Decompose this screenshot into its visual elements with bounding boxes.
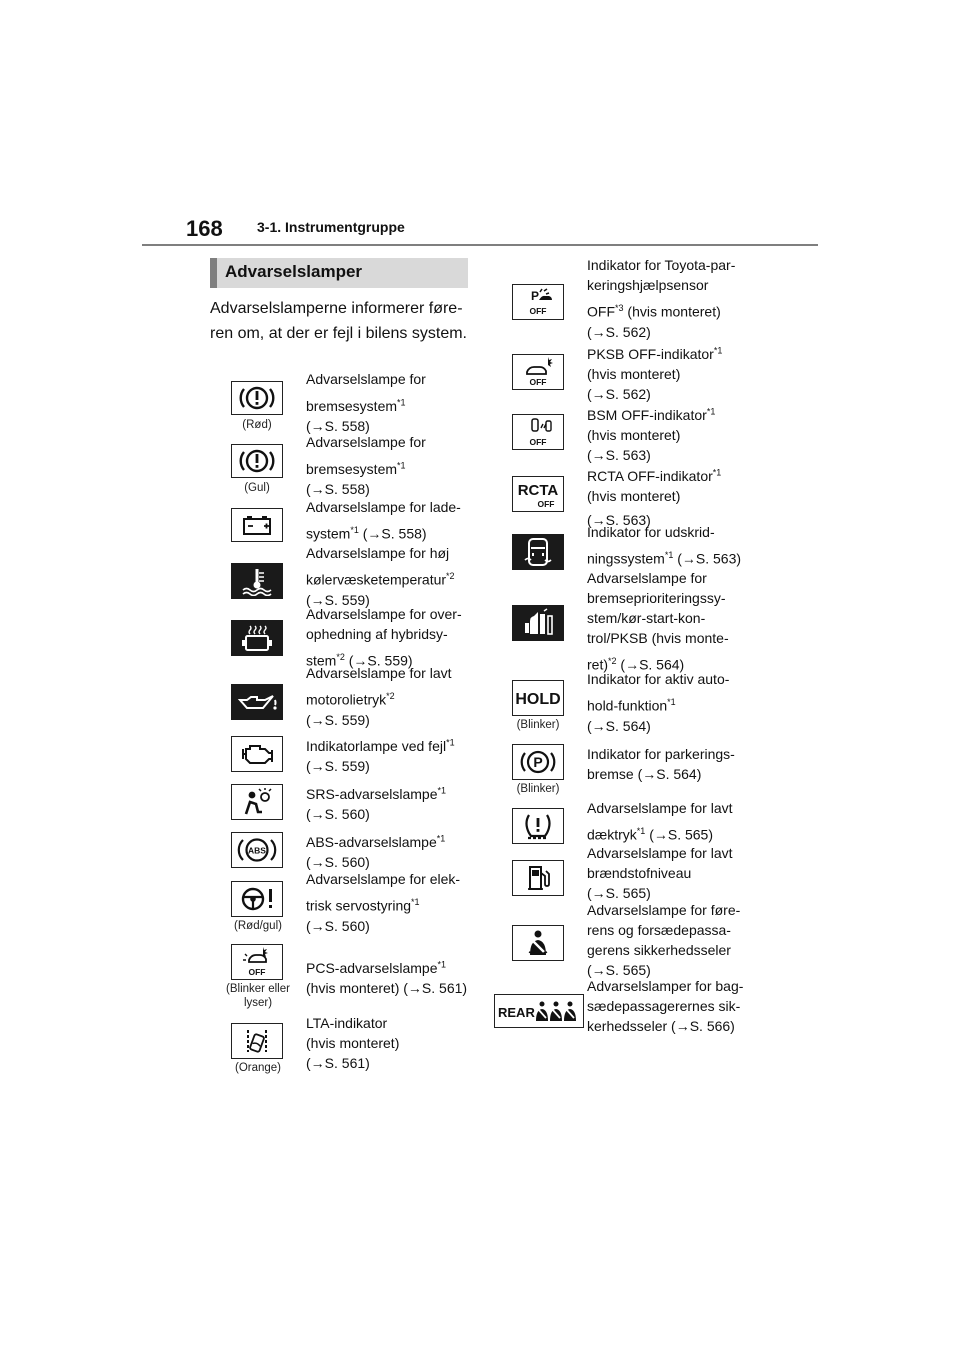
desc-line: Indikator for parkerings- (587, 746, 735, 762)
description (306, 1013, 471, 1073)
desc-line: (hvis monteret) (587, 487, 681, 504)
off-label: OFF (248, 967, 266, 977)
parking-p-label: P (533, 754, 543, 770)
desc-line: kerhedsseler (→S. 566) (587, 1018, 735, 1034)
desc-line: (→S. 563) (587, 446, 651, 463)
brake-override-icon (512, 605, 564, 641)
bsm-off-icon (512, 414, 564, 450)
desc-line: (→S. 559) (306, 757, 370, 774)
desc-line: (hvis monteret) (→S. 561) (306, 979, 468, 996)
description (587, 900, 767, 980)
desc-line: sædepassagerernes sik- (587, 998, 741, 1014)
page-number: 168 (186, 216, 223, 241)
fuel-icon (512, 860, 564, 896)
icon-note: (Blinker eller lyser) (226, 983, 290, 1009)
desc-line: Advarselslampe for lade- (306, 499, 461, 515)
header-rule (142, 244, 818, 246)
abs-icon (231, 832, 283, 868)
icon-note: (Gul) (244, 482, 270, 494)
description (587, 843, 767, 903)
desc-line: stem/kør-start-kon- (587, 610, 706, 626)
desc-line: Advarselslamper for bag- (587, 978, 744, 994)
desc-line: hold-funktion$^{*1}$ (587, 697, 676, 714)
seatbelt-icon (512, 925, 564, 961)
srs-airbag-icon (231, 784, 283, 820)
check-engine-icon (231, 736, 283, 772)
desc-line: (→S. 564) (587, 717, 651, 734)
desc-line: (→S. 560) (306, 853, 370, 870)
section-heading: Advarselslamper (210, 258, 468, 288)
desc-line: OFF$^{*3}$ (hvis monteret) (587, 303, 721, 320)
description (306, 369, 471, 436)
icon-note: (Rød) (242, 419, 272, 431)
parking-sensor-off-icon (512, 284, 564, 320)
rear-seatbelt-icon (494, 994, 584, 1028)
desc-line: (→S. 558) (306, 480, 370, 497)
rcta-off-icon (512, 476, 564, 512)
section-intro: Advarselslamperne informerer føre-ren om, at der er fejl i bilens system. (210, 300, 467, 342)
off-label: OFF (529, 377, 547, 387)
desc-line: kølervæsketemperatur$^{*2}$ (306, 571, 455, 588)
description (306, 432, 471, 499)
description (587, 459, 767, 530)
abs-label: ABS (248, 845, 266, 856)
rcta-label: RCTA (517, 482, 559, 499)
description (587, 798, 767, 845)
desc-line: ret)$^{*2}$ (→S. 564) (587, 656, 685, 673)
desc-line: Indikator for udskrid- (587, 524, 715, 540)
desc-line: bremsesystem$^{*1}$ (306, 397, 406, 414)
description (587, 744, 767, 784)
icon-note: (Blinker) (516, 783, 560, 795)
desc-line: Indikatorlampe ved fejl$^{*1}$ (306, 737, 455, 754)
oil-pressure-icon (231, 684, 283, 720)
description (306, 663, 471, 730)
desc-line: (→S. 559) (306, 711, 370, 728)
desc-line: keringshjælpsensor (587, 277, 709, 293)
desc-line: Advarselslampe for elek- (306, 871, 461, 887)
desc-line: bremsesystem$^{*1}$ (306, 460, 406, 477)
battery-icon (231, 508, 283, 542)
description (306, 729, 471, 776)
desc-line: Advarselslampe for lavt (587, 845, 733, 861)
slip-indicator-icon (512, 534, 564, 570)
desc-line: (hvis monteret) (587, 365, 681, 382)
description (306, 825, 471, 872)
tire-pressure-icon (512, 808, 564, 844)
icon-note: (Rød/gul) (234, 920, 282, 932)
desc-line: BSM OFF-indikator$^{*1}$ (587, 406, 716, 423)
desc-line: (→S. 562) (587, 385, 651, 402)
brake-warning-icon (231, 444, 283, 478)
desc-line: trisk servostyring$^{*1}$ (306, 897, 420, 914)
desc-line: motorolietryk$^{*2}$ (306, 691, 395, 708)
desc-line: Indikator for aktiv auto- (587, 671, 730, 687)
description (306, 604, 471, 671)
desc-line: stem$^{*2}$ (→S. 559) (306, 652, 413, 669)
desc-line: SRS-advarselslampe$^{*1}$ (306, 785, 447, 802)
desc-line: ophedning af hybridsy- (306, 626, 448, 642)
hold-icon (512, 680, 564, 716)
desc-line: (→S. 565) (587, 962, 651, 978)
desc-line: LTA-indikator (306, 1015, 388, 1031)
description (587, 255, 767, 342)
desc-line: PKSB OFF-indikator$^{*1}$ (587, 345, 723, 362)
icon-note: (Orange) (234, 1062, 282, 1074)
desc-line: (hvis monteret) (587, 426, 681, 443)
rear-label: REAR (498, 1005, 535, 1020)
desc-line: PCS-advarselslampe$^{*1}$ (306, 959, 447, 976)
desc-line: Advarselslampe for (306, 371, 426, 387)
desc-line: (hvis monteret) (306, 1035, 400, 1051)
desc-line: brændstofniveau (587, 865, 692, 881)
coolant-temperature-icon (231, 563, 283, 599)
desc-line: (→S. 559) (306, 591, 370, 608)
parking-brake-icon (512, 744, 564, 780)
description (306, 951, 471, 998)
power-steering-icon (231, 881, 283, 917)
description (306, 777, 471, 824)
desc-line: (→S. 563) (587, 511, 651, 528)
desc-line: ningssystem$^{*1}$ (→S. 563) (587, 550, 742, 567)
desc-line: bremseprioriteringssy- (587, 590, 726, 606)
desc-line: RCTA OFF-indikator$^{*1}$ (587, 467, 722, 484)
desc-line: rens og forsædepassa- (587, 922, 731, 938)
brake-warning-icon (231, 381, 283, 415)
pksb-off-icon (512, 354, 564, 390)
desc-line: trol/PKSB (hvis monte- (587, 630, 729, 646)
description (587, 568, 767, 675)
description (587, 669, 767, 736)
hybrid-overheat-icon (231, 620, 283, 656)
desc-line: (→S. 558) (306, 417, 370, 434)
description (587, 976, 767, 1036)
desc-line: ABS-advarselslampe$^{*1}$ (306, 833, 446, 850)
desc-line: Advarselslampe for føre- (587, 902, 741, 918)
description (587, 522, 767, 569)
chapter-title: 3-1. Instrumentgruppe (257, 219, 405, 235)
desc-line: (→S. 561) (306, 1055, 370, 1071)
desc-line: Advarselslampe for høj (306, 545, 450, 561)
desc-line: (→S. 560) (306, 917, 370, 934)
desc-line: (→S. 565) (587, 885, 651, 901)
description (306, 543, 471, 610)
description (587, 398, 767, 465)
desc-line: dæktryk$^{*1}$ (→S. 565) (587, 826, 714, 843)
desc-line: Advarselslampe for lavt (306, 665, 452, 681)
description (306, 869, 471, 936)
desc-line: gerens sikkerhedsseler (587, 942, 731, 958)
desc-line: system$^{*1}$ (→S. 558) (306, 525, 427, 542)
desc-line: Advarselslampe for lavt (587, 800, 733, 816)
desc-line: bremse (→S. 564) (587, 766, 702, 782)
parking-p-label: P (531, 289, 540, 303)
desc-line: Advarselslampe for over- (306, 606, 462, 622)
description (587, 337, 767, 404)
desc-line: Indikator for Toyota-par- (587, 257, 736, 273)
description (306, 497, 471, 544)
lta-icon (231, 1023, 283, 1059)
off-label: OFF (529, 306, 547, 316)
off-label: OFF (537, 499, 555, 509)
desc-line: Advarselslampe for (587, 570, 707, 586)
desc-line: (→S. 560) (306, 805, 370, 822)
icon-note: (Blinker) (516, 719, 560, 731)
pcs-off-icon (231, 944, 283, 980)
desc-line: Advarselslampe for (306, 434, 426, 450)
desc-line: (→S. 562) (587, 323, 651, 340)
hold-label: HOLD (515, 691, 561, 708)
off-label: OFF (529, 437, 547, 447)
